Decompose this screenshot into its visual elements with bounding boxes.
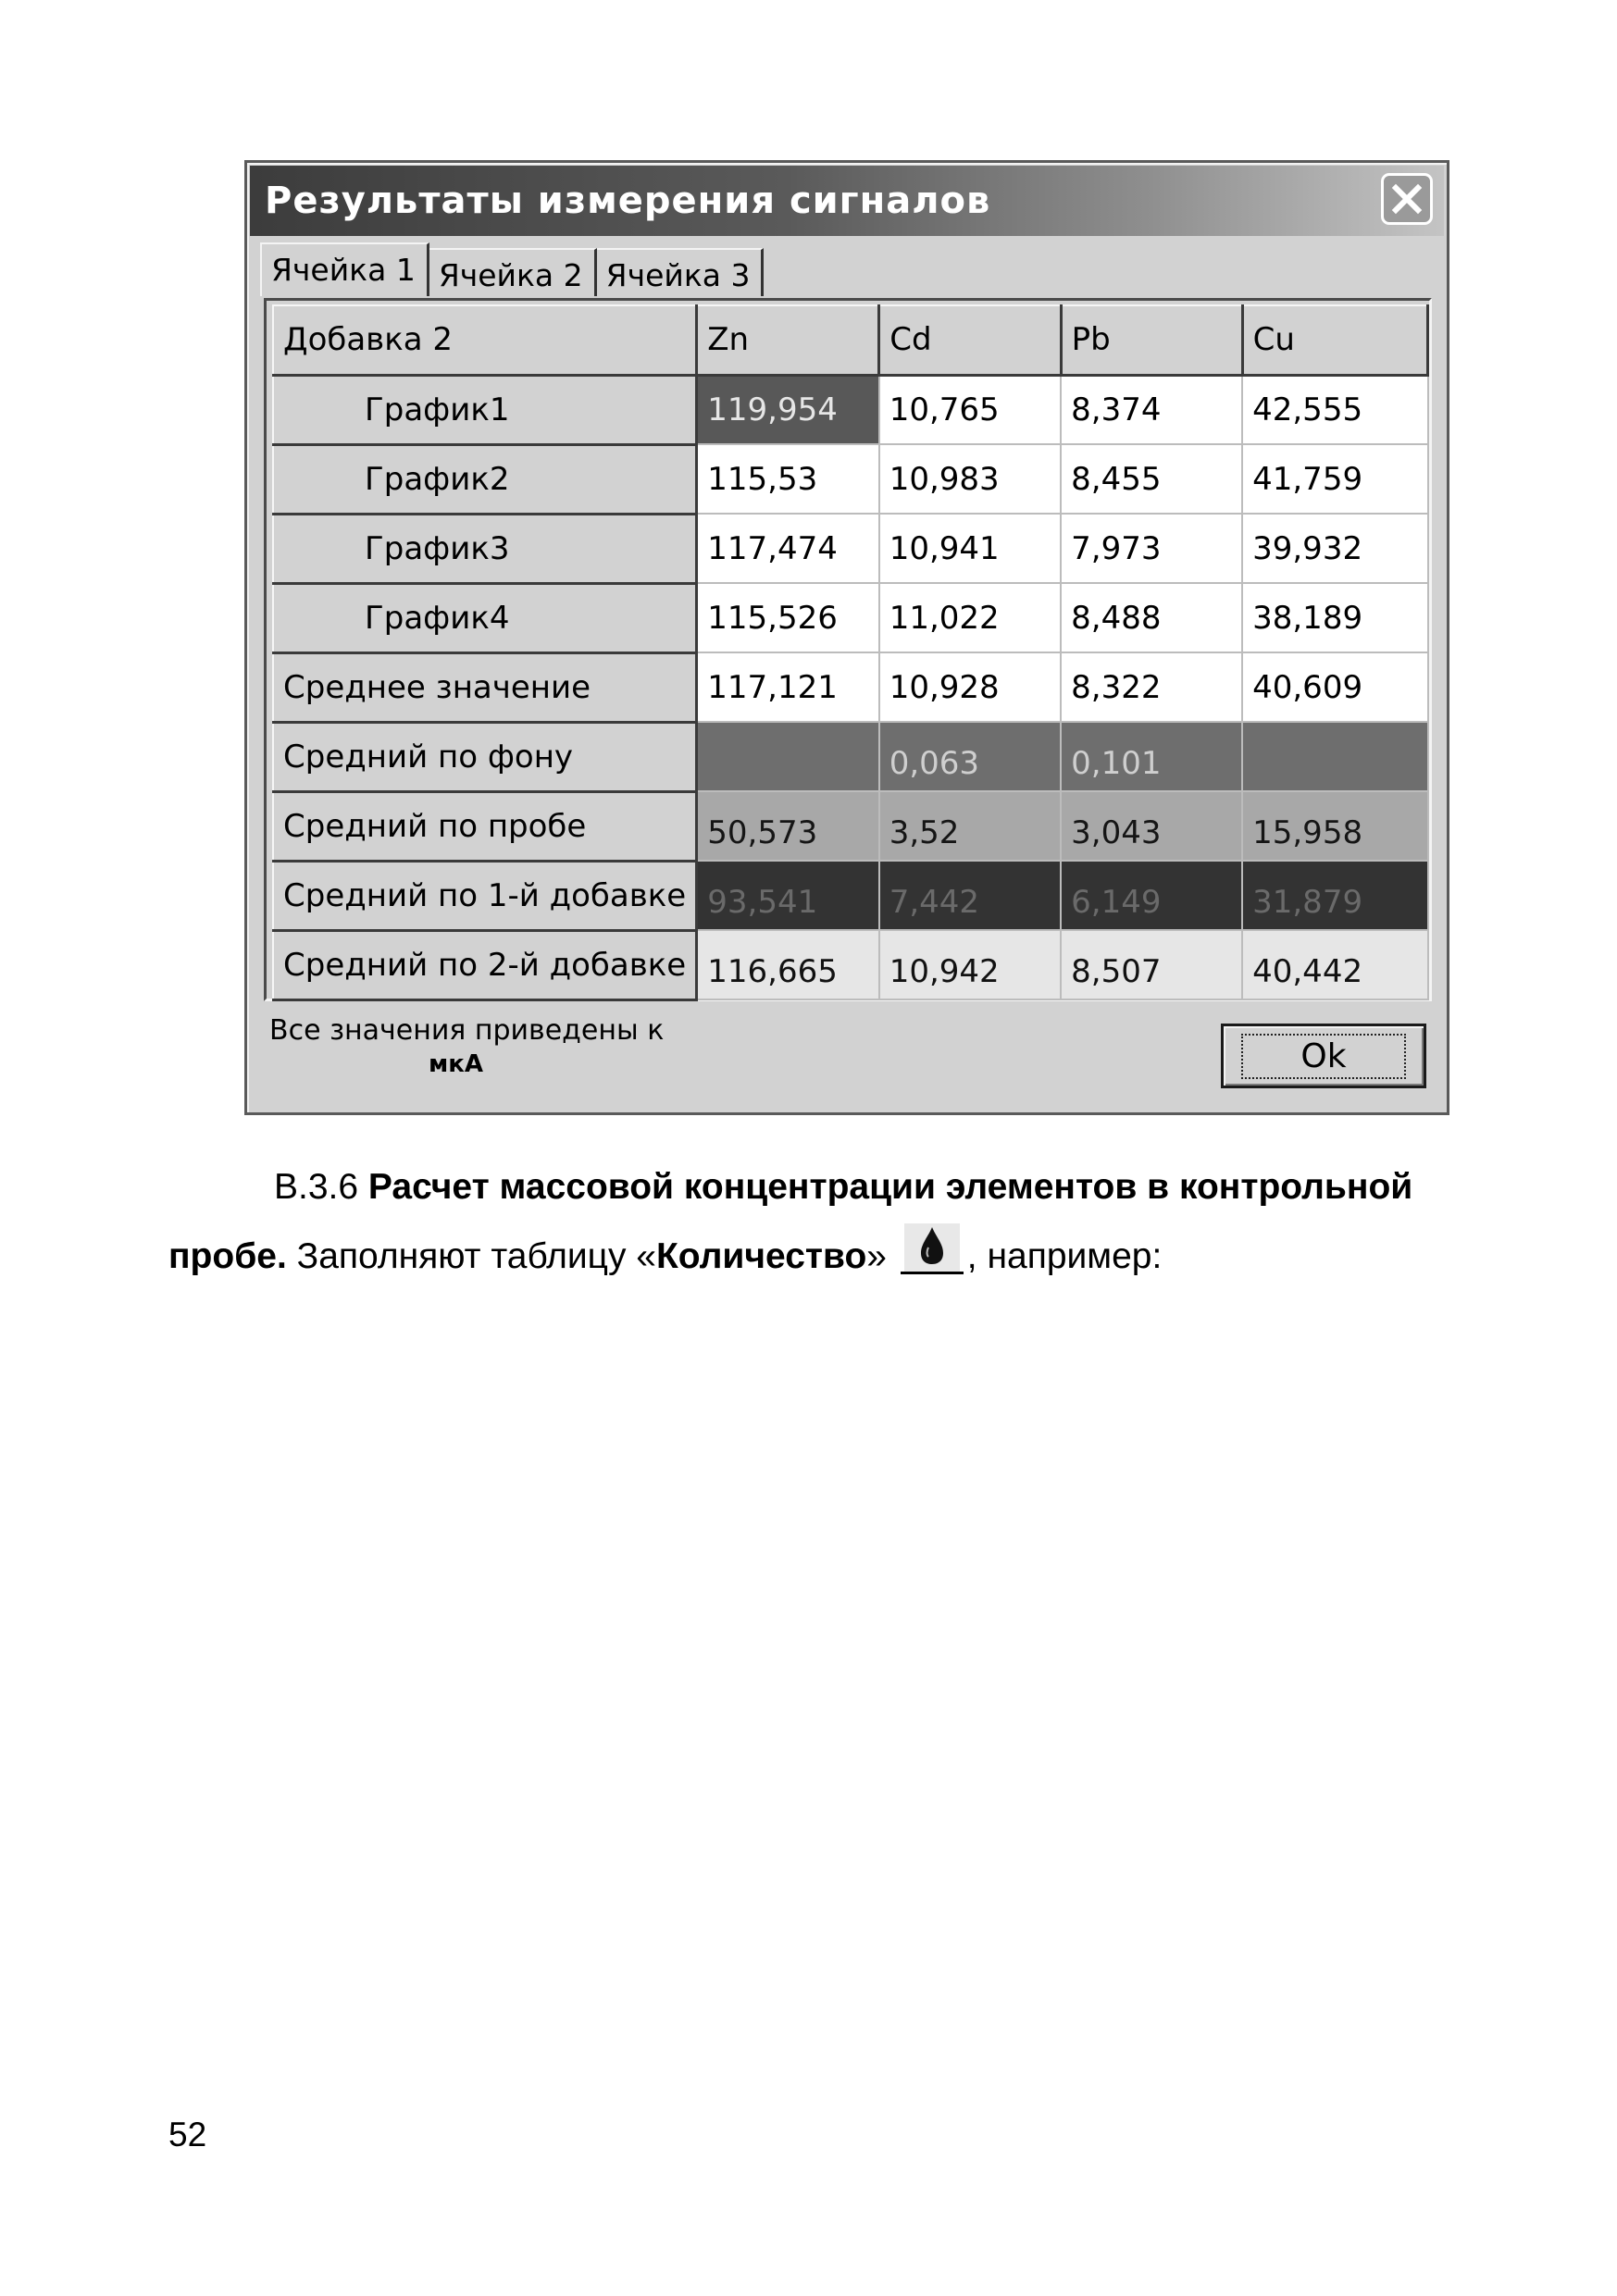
section-heading-end: пробе. — [168, 1236, 287, 1276]
table-cell[interactable] — [697, 722, 879, 791]
row-header: Среднее значение — [273, 652, 697, 722]
table-cell[interactable]: 8,322 — [1061, 652, 1242, 722]
column-header-cu[interactable]: Cu — [1242, 305, 1427, 375]
table-cell[interactable]: 41,759 — [1242, 444, 1427, 514]
table-row — [273, 444, 1428, 514]
table-cell[interactable]: 7,442 — [879, 861, 1061, 930]
table-cell[interactable]: 115,526 — [697, 583, 879, 652]
table-cell[interactable]: 3,043 — [1061, 791, 1242, 861]
table-cell[interactable]: 39,932 — [1242, 514, 1427, 583]
units-note — [269, 1014, 664, 1081]
table-cell[interactable]: 3,52 — [879, 791, 1061, 861]
row-header: Средний по 2-й добавке — [273, 930, 697, 999]
table-cell[interactable]: 10,765 — [879, 375, 1061, 444]
table-row — [273, 861, 1428, 930]
row-header: Средний по 1-й добавке — [273, 861, 697, 930]
row-header: График2 — [273, 444, 697, 514]
page-number: 52 — [168, 2116, 207, 2153]
table-cell[interactable]: 10,928 — [879, 652, 1061, 722]
row-header: График3 — [273, 514, 697, 583]
table-cell[interactable]: 31,879 — [1242, 861, 1427, 930]
table-cell[interactable]: 115,53 — [697, 444, 879, 514]
table-cell[interactable]: 8,455 — [1061, 444, 1242, 514]
results-grid[interactable] — [264, 298, 1432, 1001]
ok-button[interactable] — [1221, 1024, 1426, 1088]
table-row — [273, 583, 1428, 652]
dialog-title: Результаты измерения сигналов — [265, 180, 991, 222]
column-header-pb[interactable]: Pb — [1061, 305, 1242, 375]
tab-cell-2[interactable]: Ячейка 2 — [429, 248, 597, 296]
ok-button-label: Ok — [1241, 1034, 1405, 1079]
paragraph-text: , например: — [966, 1236, 1163, 1276]
table-cell[interactable]: 10,942 — [879, 930, 1061, 999]
table-cell[interactable]: 8,507 — [1061, 930, 1242, 999]
table-row — [273, 375, 1428, 444]
table-cell[interactable]: 40,609 — [1242, 652, 1427, 722]
table-cell[interactable]: 10,941 — [879, 514, 1061, 583]
table-row — [273, 722, 1428, 791]
table-cell[interactable]: 15,958 — [1242, 791, 1427, 861]
table-cell[interactable]: 93,541 — [697, 861, 879, 930]
table-cell[interactable]: 42,555 — [1242, 375, 1427, 444]
table-cell[interactable]: 0,101 — [1061, 722, 1242, 791]
table-row — [273, 791, 1428, 861]
table-cell[interactable]: 117,121 — [697, 652, 879, 722]
results-dialog — [244, 160, 1449, 1115]
table-cell[interactable]: 50,573 — [697, 791, 879, 861]
table-row — [273, 930, 1428, 999]
paragraph-text: » — [866, 1236, 897, 1276]
close-icon — [1391, 183, 1423, 215]
table-cell[interactable]: 10,983 — [879, 444, 1061, 514]
quantity-table-icon — [897, 1222, 967, 1277]
paragraph-line-1 — [168, 1164, 1522, 1210]
table-cell-selected[interactable]: 119,954 — [697, 375, 879, 444]
close-button[interactable] — [1381, 173, 1433, 225]
table-cell[interactable]: 6,149 — [1061, 861, 1242, 930]
table-cell[interactable]: 8,488 — [1061, 583, 1242, 652]
title-bar[interactable] — [250, 166, 1444, 236]
column-header-cd[interactable]: Cd — [879, 305, 1061, 375]
table-cell[interactable]: 11,022 — [879, 583, 1061, 652]
row-header: Средний по фону — [273, 722, 697, 791]
table-cell[interactable]: 7,973 — [1061, 514, 1242, 583]
row-header: График4 — [273, 583, 697, 652]
paragraph-text: Заполняют таблицу « — [286, 1236, 656, 1276]
units-note-text: Все значения приведены к — [269, 1014, 665, 1047]
unit-label: мкА — [429, 1050, 484, 1078]
table-cell[interactable]: 38,189 — [1242, 583, 1427, 652]
table-row — [273, 652, 1428, 722]
table-cell[interactable]: 40,442 — [1242, 930, 1427, 999]
table-cell[interactable]: 8,374 — [1061, 375, 1242, 444]
table-cell[interactable]: 117,474 — [697, 514, 879, 583]
tab-cell-1[interactable]: Ячейка 1 — [260, 242, 429, 296]
table-cell[interactable] — [1242, 722, 1427, 791]
table-cell[interactable]: 0,063 — [879, 722, 1061, 791]
table-name: Количество — [655, 1236, 867, 1276]
results-table — [272, 304, 1429, 1001]
section-heading: Расчет массовой концентрации элементов в контрольной — [367, 1167, 1413, 1207]
table-row — [273, 514, 1428, 583]
table-cell[interactable]: 116,665 — [697, 930, 879, 999]
row-header: График1 — [273, 375, 697, 444]
column-header-zn[interactable]: Zn — [697, 305, 879, 375]
cell-tabs — [260, 242, 764, 294]
corner-cell: Добавка 2 — [273, 305, 697, 375]
paragraph-line-2 — [168, 1222, 1522, 1280]
section-number: В.3.6 — [274, 1167, 359, 1207]
header-row — [273, 305, 1428, 375]
tab-cell-3[interactable]: Ячейка 3 — [597, 248, 765, 296]
row-header: Средний по пробе — [273, 791, 697, 861]
